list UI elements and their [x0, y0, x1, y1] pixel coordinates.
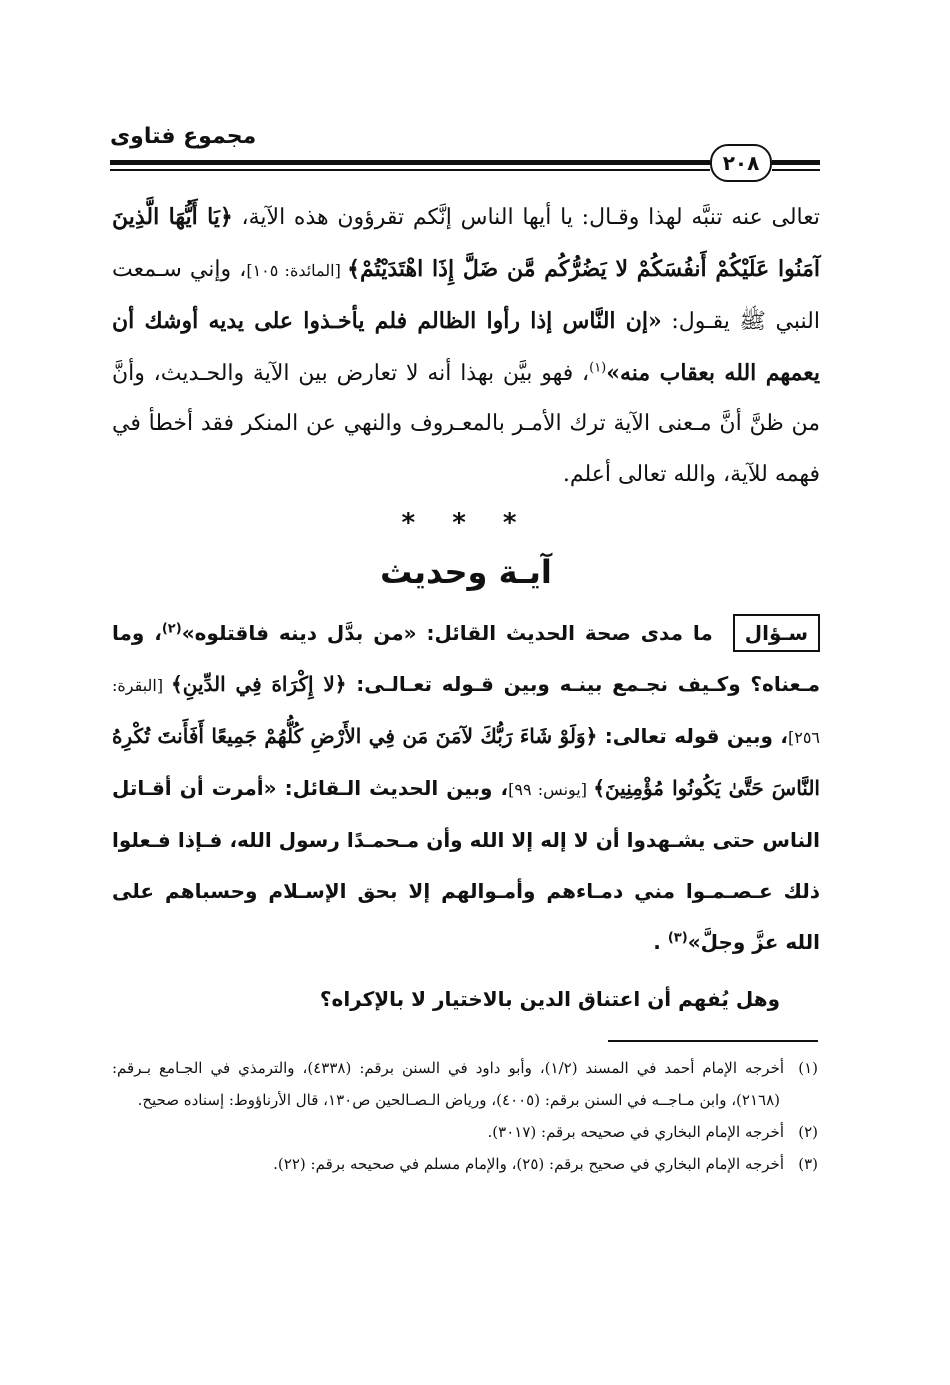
footnotes: [112, 1052, 818, 1180]
footnote-3: [112, 1148, 818, 1180]
footnote-number: (٣): [798, 1155, 818, 1173]
footnote-number: (١): [798, 1059, 819, 1077]
verse-reference: [المائدة: ١٠٥]: [246, 260, 348, 280]
footnote-text: أخرجه الإمام البخاري في صحيحه برقم: (٣٠١٧).: [487, 1123, 784, 1141]
q-part4: ، وبين الحديث الـقائل: «أمرت أن أقـاتل الناس حتى يشـهدوا أن لا إله إلا الله وأن مـحمـدًا رسول الله، فـإذا فـعلوا ذلك عـصـمـوا مني دمـاءهم وأمـوالهم إلا بحق الإسـلام وحسباهم على الله عزَّ وجلَّ»: [112, 776, 820, 954]
hadith-quote: «إن النَّاس إذا رأوا الظالم فلم يأخـذوا على يديه أوشك أن يعمهم الله بعقاب منه»: [112, 308, 820, 386]
q-end: .: [653, 930, 668, 954]
quran-verse: ﴿يَا أَيُّهَا الَّذِينَ آمَنُوا عَلَيْكُمْ أَنفُسَكُمْ لا يَضُرُّكُم مَّن ضَلَّ إِذَا اهْتَدَيْتُمْ﴾: [112, 204, 820, 282]
question-paragraph: [112, 608, 820, 968]
footnote-text: أخرجه الإمام البخاري في صحيح برقم: (٢٥)، والإمام مسلم في صحيحه برقم: (٢٢).: [273, 1155, 784, 1173]
footnote-marker-2: (٢): [161, 621, 182, 637]
p1-end: ، فهو بيَّن بهذا أنه لا تعارض بين الآية والحـديث، وأنَّ من ظنَّ أنَّ مـعنى الآية ترك الأمـر بالمعـروف والنهي عن المنكر فقد أخطأ في فهمه للآية، والله تعالى أعلم.: [112, 360, 820, 487]
p1-start: تعالى عنه تنبَّه لهذا وقـال: يا أيها الناس إنَّكم تقرؤون هذه الآية،: [232, 205, 820, 230]
opening-paragraph: [112, 192, 820, 500]
final-question: وهل يُفهم أن اعتناق الدين بالاختيار لا بالإكراه؟: [319, 987, 780, 1011]
page-number: ٢٠٨: [710, 144, 772, 182]
verse-reference-yunus: [يونس: ٩٩]: [508, 780, 594, 799]
page-header: [110, 120, 820, 190]
footnote-2: [112, 1116, 818, 1148]
p1-mid: ، وإني سـمعت النبي ﷺ يقـول:: [112, 256, 820, 334]
section-separator: * * *: [401, 508, 531, 538]
header-rule-right-thin: [772, 169, 820, 171]
section-title: آيـة وحديث: [380, 553, 552, 591]
footnote-1: [112, 1052, 818, 1116]
quran-verse-baqara: ﴿لا إِكْرَاهَ فِي الدِّينِ﴾: [171, 672, 347, 696]
header-rule-right-thick: [772, 160, 820, 165]
footnote-marker-3: (٣): [667, 930, 688, 946]
verse-reference-baqara: [البقرة: ٢٥٦]: [112, 676, 820, 747]
q-part2: ، وما مـعناه؟ وكـيف نجـمع بينـه وبين قـوله تعـالـى:: [112, 621, 821, 696]
footnote-number: (٢): [798, 1123, 818, 1141]
footnote-marker-1: (١): [589, 360, 607, 376]
footnote-divider: [608, 1040, 818, 1042]
header-rule-thin: [110, 169, 710, 171]
header-rule-thick: [110, 160, 710, 165]
running-title: مجموع فتاوى: [110, 124, 257, 149]
q-part3: ، وبين قوله تعالى:: [597, 724, 788, 748]
question-label: سـؤال: [733, 614, 820, 652]
main-content: [112, 192, 820, 1024]
q-part1: ما مدى صحة الحديث القائل: «من بدَّل دينه فاقتلوه»: [181, 621, 723, 645]
quran-verse-yunus: ﴿وَلَوْ شَاءَ رَبُّكَ لآمَنَ مَن فِي الأَرْضِ كُلُّهُمْ جَمِيعًا أَفَأَنتَ تُكْرِهُ النَّاسَ حَتَّىٰ يَكُونُوا مُؤْمِنِينَ﴾: [112, 724, 820, 800]
footnote-text: أخرجه الإمام أحمد في المسند (١/٢)، وأبو داود في السنن برقم: (٤٣٣٨)، والترمذي في الجـامع بـرقم: (٢١٦٨)، وابن مـاجــه في السنن برقم: (٤٠٠٥)، ورياض الـصـالحين ص١٣٠، قال الأرناؤوط: إسناده صحيح.: [112, 1059, 785, 1109]
